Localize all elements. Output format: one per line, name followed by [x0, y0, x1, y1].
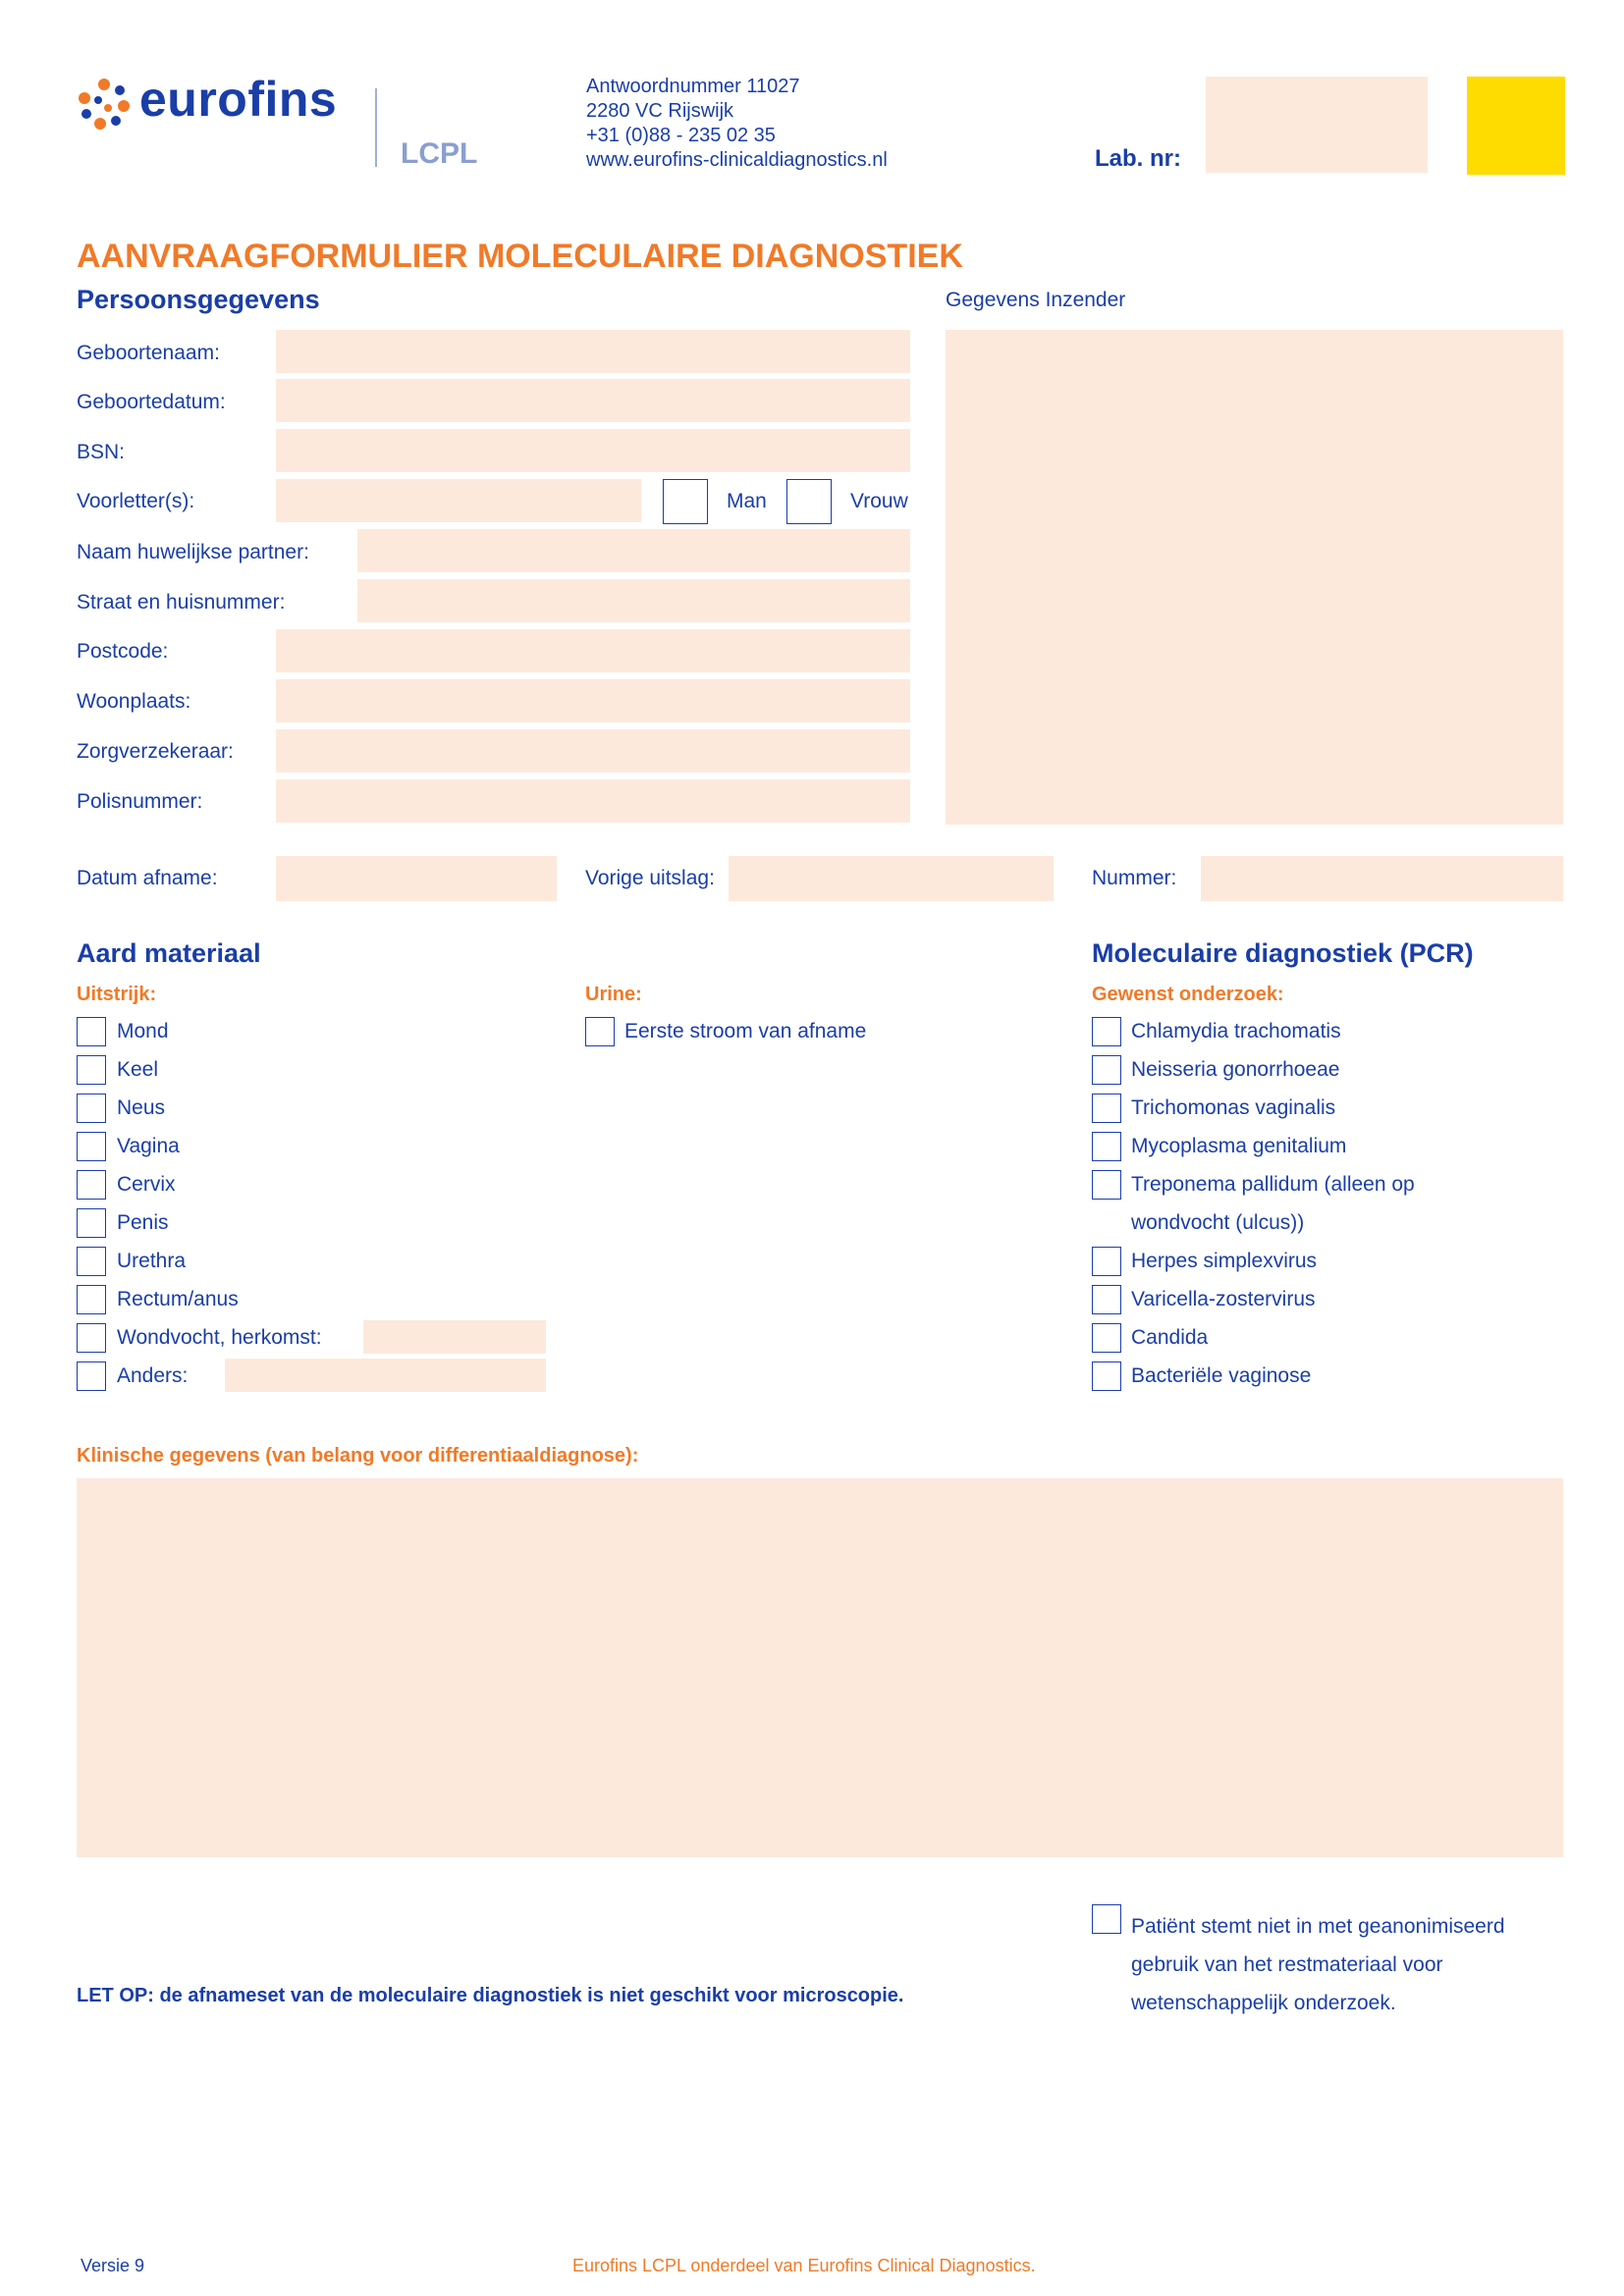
- footer-company: Eurofins LCPL onderdeel van Eurofins Clinical Diagnostics.: [572, 2256, 1036, 2275]
- rectum-label: Rectum/anus: [117, 1288, 239, 1310]
- candida-checkbox[interactable]: [1092, 1323, 1121, 1353]
- straat-label: Straat en huisnummer:: [77, 591, 286, 614]
- mycoplasma-label: Mycoplasma genitalium: [1131, 1135, 1347, 1157]
- bsn-label: BSN:: [77, 441, 126, 463]
- varicella-label: Varicella-zostervirus: [1131, 1288, 1316, 1310]
- vrouw-label: Vrouw: [850, 490, 908, 512]
- urine-label: Urine:: [585, 984, 642, 1005]
- zorgverzekeraar-field[interactable]: [276, 729, 910, 773]
- address-line: 2280 VC Rijswijk: [586, 100, 734, 122]
- neisseria-label: Neisseria gonorrhoeae: [1131, 1058, 1340, 1081]
- anders-label: Anders:: [117, 1364, 189, 1387]
- trichomonas-checkbox[interactable]: [1092, 1094, 1121, 1123]
- sub-brand: LCPL: [401, 137, 478, 170]
- microscopie-notice: LET OP: de afnameset van de moleculaire diagnostiek is niet geschikt voor microscopie.: [77, 1985, 904, 2006]
- inzender-heading: Gegevens Inzender: [946, 289, 1126, 311]
- postcode-field[interactable]: [276, 629, 910, 672]
- treponema-checkbox[interactable]: [1092, 1170, 1121, 1200]
- version-label: Versie 9: [81, 2256, 145, 2275]
- klinische-gegevens-label: Klinische gegevens (van belang voor differentiaaldiagnose):: [77, 1445, 639, 1467]
- nummer-field[interactable]: [1201, 856, 1563, 901]
- trichomonas-label: Trichomonas vaginalis: [1131, 1096, 1336, 1119]
- bacteriele-vaginose-label: Bacteriële vaginose: [1131, 1364, 1312, 1387]
- eerste-stroom-label: Eerste stroom van afname: [624, 1020, 867, 1042]
- anders-checkbox[interactable]: [77, 1362, 106, 1391]
- vrouw-checkbox[interactable]: [786, 479, 832, 524]
- bacteriele-vaginose-checkbox[interactable]: [1092, 1362, 1121, 1391]
- persoonsgegevens-heading: Persoonsgegevens: [77, 285, 320, 314]
- chlamydia-label: Chlamydia trachomatis: [1131, 1020, 1341, 1042]
- consent-line: wetenschappelijk onderzoek.: [1131, 1992, 1396, 2014]
- man-checkbox[interactable]: [663, 479, 708, 524]
- lab-nr-label: Lab. nr:: [1095, 145, 1181, 172]
- geboortedatum-field[interactable]: [276, 379, 910, 422]
- herpes-checkbox[interactable]: [1092, 1247, 1121, 1276]
- neus-label: Neus: [117, 1096, 166, 1119]
- klinische-gegevens-field[interactable]: [77, 1478, 1563, 1857]
- varicella-checkbox[interactable]: [1092, 1285, 1121, 1314]
- zorgverzekeraar-label: Zorgverzekeraar:: [77, 740, 234, 763]
- polisnummer-field[interactable]: [276, 779, 910, 823]
- form-title: AANVRAAGFORMULIER MOLECULAIRE DIAGNOSTIEK: [77, 238, 963, 275]
- consent-text: [1131, 1907, 1505, 2022]
- vorige-uitslag-field[interactable]: [729, 856, 1054, 901]
- vorige-uitslag-label: Vorige uitslag:: [585, 867, 715, 889]
- urethra-label: Urethra: [117, 1250, 187, 1272]
- consent-line: Patiënt stemt niet in met geanonimiseerd: [1131, 1915, 1505, 1938]
- voorletters-label: Voorletter(s):: [77, 490, 195, 512]
- lab-nr-field[interactable]: [1206, 77, 1428, 173]
- mycoplasma-checkbox[interactable]: [1092, 1132, 1121, 1161]
- cervix-label: Cervix: [117, 1173, 176, 1196]
- yellow-marker: [1467, 77, 1565, 175]
- woonplaats-field[interactable]: [276, 679, 910, 722]
- chlamydia-checkbox[interactable]: [1092, 1017, 1121, 1046]
- keel-label: Keel: [117, 1058, 159, 1081]
- postcode-label: Postcode:: [77, 640, 169, 663]
- uitstrijk-label: Uitstrijk:: [77, 984, 157, 1005]
- eerste-stroom-checkbox[interactable]: [585, 1017, 615, 1046]
- address-line: Antwoordnummer 11027: [586, 76, 800, 97]
- consent-checkbox[interactable]: [1092, 1904, 1121, 1934]
- consent-line: gebruik van het restmateriaal voor: [1131, 1953, 1443, 1976]
- address-block: [586, 75, 888, 173]
- eurofins-logo: [77, 72, 371, 137]
- geboortenaam-field[interactable]: [276, 330, 910, 373]
- voorletters-field[interactable]: [276, 479, 641, 522]
- polisnummer-label: Polisnummer:: [77, 790, 203, 813]
- inzender-field[interactable]: [946, 330, 1563, 825]
- mond-label: Mond: [117, 1020, 169, 1042]
- gewenst-onderzoek-label: Gewenst onderzoek:: [1092, 984, 1284, 1005]
- neus-checkbox[interactable]: [77, 1094, 106, 1123]
- rectum-checkbox[interactable]: [77, 1285, 106, 1314]
- eurofins-logo-icon: [77, 77, 132, 132]
- bsn-field[interactable]: [276, 429, 910, 472]
- aard-materiaal-heading: Aard materiaal: [77, 938, 261, 968]
- naam-partner-label: Naam huwelijkse partner:: [77, 541, 309, 563]
- vagina-label: Vagina: [117, 1135, 180, 1157]
- treponema-label-continuation: wondvocht (ulcus)): [1131, 1211, 1305, 1234]
- herpes-label: Herpes simplexvirus: [1131, 1250, 1318, 1272]
- man-label: Man: [727, 490, 767, 512]
- wondvocht-herkomst-field[interactable]: [363, 1320, 546, 1354]
- woonplaats-label: Woonplaats:: [77, 690, 191, 713]
- urethra-checkbox[interactable]: [77, 1247, 106, 1276]
- datum-afname-field[interactable]: [276, 856, 557, 901]
- address-line: +31 (0)88 - 235 02 35: [586, 125, 776, 146]
- brand-name: eurofins: [139, 72, 338, 127]
- straat-field[interactable]: [357, 579, 910, 622]
- header-divider: [375, 88, 377, 167]
- nummer-label: Nummer:: [1092, 867, 1177, 889]
- address-link[interactable]: www.eurofins-clinicaldiagnostics.nl: [586, 149, 888, 171]
- wondvocht-label: Wondvocht, herkomst:: [117, 1326, 322, 1349]
- naam-partner-field[interactable]: [357, 529, 910, 572]
- penis-label: Penis: [117, 1211, 169, 1234]
- pcr-heading: Moleculaire diagnostiek (PCR): [1092, 938, 1474, 968]
- vagina-checkbox[interactable]: [77, 1132, 106, 1161]
- geboortenaam-label: Geboortenaam:: [77, 342, 220, 364]
- anders-field[interactable]: [225, 1359, 546, 1392]
- cervix-checkbox[interactable]: [77, 1170, 106, 1200]
- keel-checkbox[interactable]: [77, 1055, 106, 1085]
- wondvocht-checkbox[interactable]: [77, 1323, 106, 1353]
- geboortedatum-label: Geboortedatum:: [77, 391, 226, 413]
- treponema-label: Treponema pallidum (alleen op: [1131, 1173, 1415, 1196]
- candida-label: Candida: [1131, 1326, 1209, 1349]
- penis-checkbox[interactable]: [77, 1208, 106, 1238]
- mond-checkbox[interactable]: [77, 1017, 106, 1046]
- datum-afname-label: Datum afname:: [77, 867, 218, 889]
- neisseria-checkbox[interactable]: [1092, 1055, 1121, 1085]
